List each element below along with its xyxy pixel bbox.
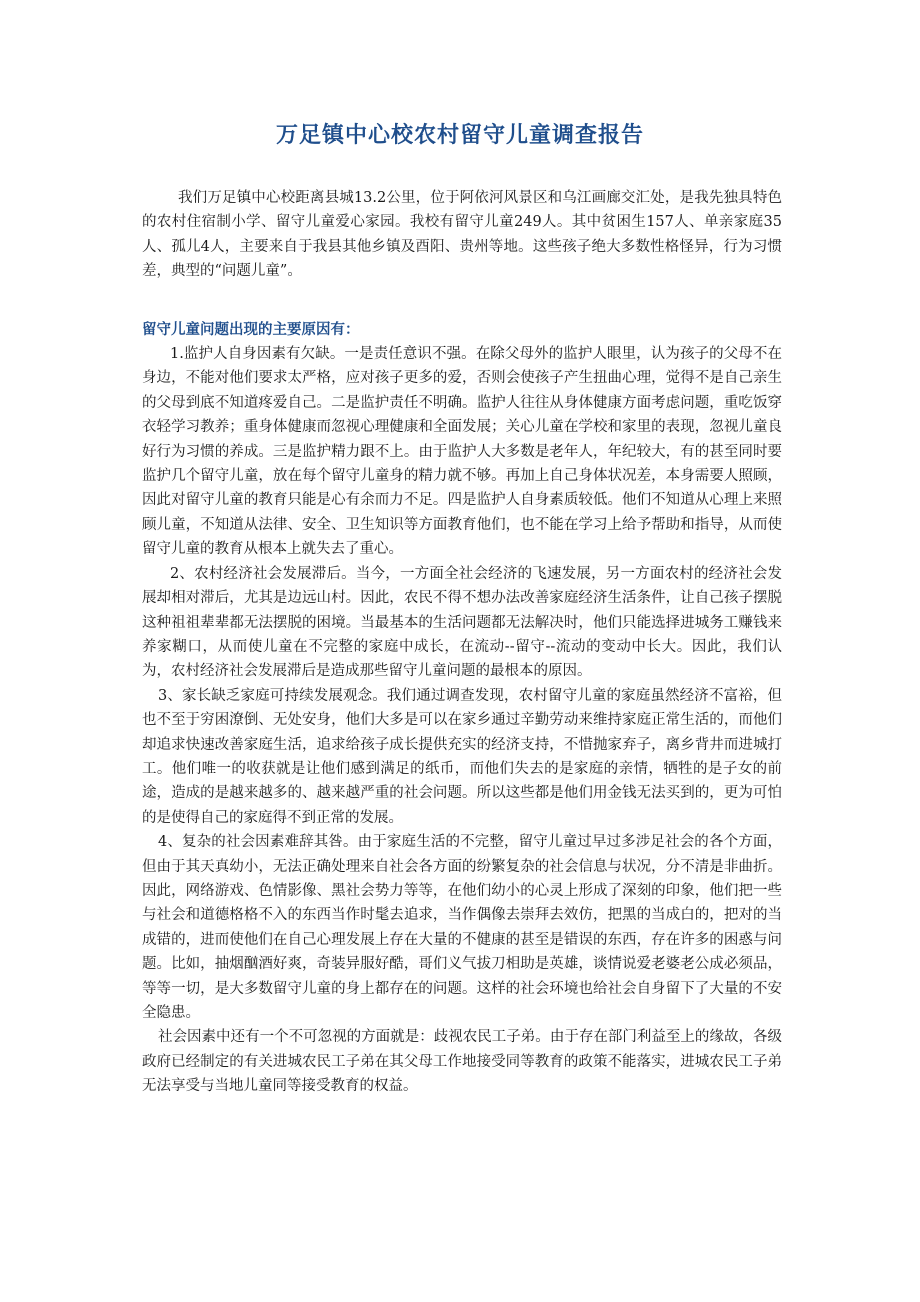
body-paragraph-3: 3、家长缺乏家庭可持续发展观念。我们通过调查发现，农村留守儿童的家庭虽然经济不富裕，但也不至于穷困潦倒、无处安身，他们大多是可以在家乡通过辛勤劳动来维持家庭正常生活的，而他们却追求快速改善家庭生活，追求给孩子成长提供充实的经济支持，不惜抛家弃子，离乡背井而进城打工。他们唯一的收获就是让他们感到满足的纸币，而他们失去的是家庭的亲情，牺牲的是子女的前途，造成的是越来越多的、越来越严重的社会问题。所以这些都是他们用金钱无法买到的，更为可怕的是使得自己的家庭得不到正常的发展。 <box>142 687 782 826</box>
body-paragraph-2: 2、农村经济社会发展滞后。当今，一方面全社会经济的飞速发展，另一方面农村的经济社会发展却相对滞后，尤其是边远山村。因此，农民不得不想办法改善家庭经济生活条件，让自己孩子摆脱这种祖祖辈辈都无法摆脱的困境。当最基本的生活问题都无法解决时，他们只能选择进城务工赚钱来养家糊口，从而使儿童在不完整的家庭中成长，在流动--留守--流动的变动中长大。因此，我们认为，农村经济社会发展滞后是造成那些留守儿童问题的最根本的原因。 <box>142 565 782 680</box>
document-title: 万足镇中心校农村留守儿童调查报告 <box>275 123 644 148</box>
body-paragraph-1: 1.监护人自身因素有欠缺。一是责任意识不强。在除父母外的监护人眼里，认为孩子的父母不在身边，不能对他们要求太严格，应对孩子更多的爱，否则会使孩子产生扭曲心理，觉得不是自己亲生的父母到底不知道疼爱自己。二是监护责任不明确。监护人往往从身体健康方面考虑问题，重吃饭穿衣轻学习教养；重身体健康而忽视心理健康和全面发展；关心儿童在学校和家里的表现，忽视儿童良好行为习惯的养成。三是监护精力跟不上。由于监护人大多数是老年人，年纪较大，有的甚至同时要监护几个留守儿童，放在每个留守儿童身的精力就不够。再加上自己身体状况差，本身需要人照顾，因此对留守儿童的教育只能是心有余而力不足。四是监护人自身素质较低。他们不知道从心理上来照顾儿童，不知道从法律、安全、卫生知识等方面教育他们，也不能在学习上给予帮助和指导，从而使留守儿童的教育从根本上就失去了重心。 <box>142 346 782 558</box>
intro-paragraph: 我们万足镇中心校距离县城13.2公里，位于阿依河风景区和乌江画廊交汇处，是我先独具特色的农村住宿制小学、留守儿童爱心家园。我校有留守儿童249人。其中贫困生157人、单亲家庭35人、孤儿4人，主要来自于我县其他乡镇及酉阳、贵州等地。这些孩子绝大多数性格怪异，行为习惯差，典型的“问题儿童”。 <box>142 190 782 280</box>
document-body <box>142 186 782 1099</box>
body-paragraph-4: 4、复杂的社会因素难辞其咎。由于家庭生活的不完整，留守儿童过早过多涉足社会的各个方面，但由于其天真幼小，无法正确处理来自社会各方面的纷繁复杂的社会信息与状况，分不清是非曲折。因此，网络游戏、色情影像、黑社会势力等等，在他们幼小的心灵上形成了深刻的印象，他们把一些与社会和道德格格不入的东西当作时髦去追求，当作偶像去崇拜去效仿，把黑的当成白的，把对的当成错的，进而使他们在自己心理发展上存在大量的不健康的甚至是错误的东西，存在许多的困惑与问题。比如，抽烟酗酒好爽，奇装异服好酷，哥们义气拔刀相助是英雄，谈情说爱老婆老公成必须品，等等一切，是大多数留守儿童的身上都存在的问题。这样的社会环境也给社会自身留下了大量的不安全隐患。 <box>142 834 782 1021</box>
paragraph-spacer <box>142 284 782 318</box>
section-heading: 留守儿童问题出现的主要原因有： <box>142 321 360 338</box>
body-paragraph-5: 社会因素中还有一个不可忽视的方面就是：歧视农民工子弟。由于存在部门利益至上的缘故，各级政府已经制定的有关进城农民工子弟在其父母工作地接受同等教育的政策不能落实，进城农民工子弟无法享受与当地儿童同等接受教育的权益。 <box>142 1029 782 1095</box>
